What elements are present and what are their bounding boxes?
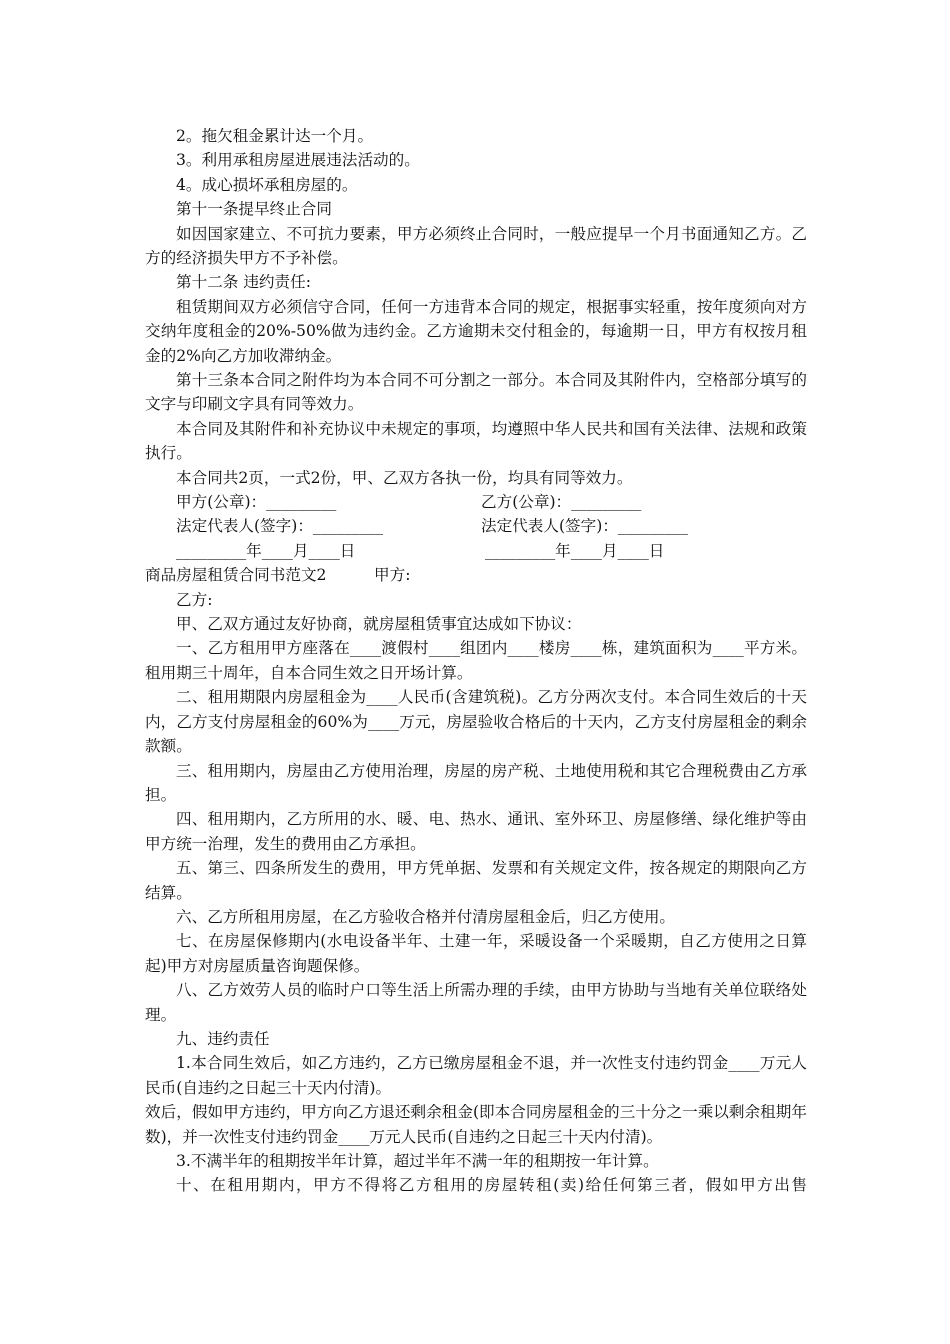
party-b-label: 乙方: xyxy=(176,590,213,609)
party-a-date-field: _________年____月____日 xyxy=(176,541,356,560)
agreement-intro: 甲、乙双方通过友好协商，就房屋租赁事宜达成如下协议： xyxy=(176,615,582,634)
clause: 效后，假如甲方违约，甲方向乙方退还剩余租金(即本合同房屋租金的三十分之一乘以剩余租期年数)，并一次性支付违约罚金____万元人民币(自违约之日起三十天内付清)。 xyxy=(145,1103,807,1146)
section-heading: 九、违约责任 xyxy=(176,1029,270,1048)
clause: 七、在房屋保修期内(水电设备半年、土建一年，采暖设备一个采暖期，自乙方使用之日算起)甲方对房屋质量咨询题保修。 xyxy=(145,932,807,975)
section-heading: 第十二条 违约责任: xyxy=(176,273,311,292)
clause: 六、乙方所租用房屋，在乙方验收合格并付清房屋租金后，归乙方使用。 xyxy=(176,907,676,926)
clause: 一、乙方租用甲方座落在____渡假村____组团内____楼房____栋，建筑面积为____平方米。租用期三十周年，自本合同生效之日开场计算。 xyxy=(145,639,807,682)
clause: 3.不满半年的租期按半年计算，超过半年不满一年的租期按一年计算。 xyxy=(176,1152,659,1170)
document-body xyxy=(145,124,807,1198)
paragraph: 本合同及其附件和补充协议中未规定的事项，均遵照中华人民共和国有关法律、法规和政策执行。 xyxy=(145,419,807,463)
paragraph: 4。成心损坏承租房屋的。 xyxy=(176,175,358,194)
paragraph: 3。利用承租房屋进展违法活动的。 xyxy=(176,151,420,170)
section-heading: 第十一条提早终止合同 xyxy=(176,200,332,219)
party-b-date-field: _________年____月____日 xyxy=(485,541,665,560)
signature-row-rep xyxy=(145,514,807,538)
party-a-seal-field: 甲方(公章)：_________ xyxy=(176,493,337,512)
paragraph: 本合同共2页，一式2份，甲、乙双方各执一份，均具有同等效力。 xyxy=(176,468,633,487)
signature-row-seal xyxy=(145,490,807,514)
party-b-seal-field: 乙方(公章)：_________ xyxy=(481,493,642,512)
party-a-rep-field: 法定代表人(签字)：_________ xyxy=(176,517,384,536)
paragraph: 第十三条本合同之附件均为本合同不可分割之一部分。本合同及其附件内，空格部分填写的文字与印刷文字具有同等效力。 xyxy=(145,371,807,414)
clause: 八、乙方效劳人员的临时户口等生活上所需办理的手续，由甲方协助与当地有关单位联络处理。 xyxy=(145,981,807,1024)
paragraph: 如因国家建立、不可抗力要素，甲方必须终止合同时，一般应提早一个月书面通知乙方。乙方的经济损失甲方不予补偿。 xyxy=(145,224,807,268)
second-contract-heading-row xyxy=(145,563,807,587)
party-a-label: 甲方: xyxy=(374,566,411,585)
clause: 四、租用期内，乙方所用的水、暖、电、热水、通讯、室外环卫、房屋修缮、绿化维护等由甲方统一治理，发生的费用由乙方承担。 xyxy=(145,810,807,853)
party-b-rep-field: 法定代表人(签字)：_________ xyxy=(481,517,689,536)
signature-row-date xyxy=(145,539,807,563)
clause: 五、第三、四条所发生的费用，甲方凭单据、发票和有关规定文件，按各规定的期限向乙方结算。 xyxy=(145,859,807,902)
clause: 1.本合同生效后，如乙方违约，乙方已缴房屋租金不退，并一次性支付违约罚金____万元人民币(自违约之日起三十天内付清)。 xyxy=(145,1054,807,1097)
second-contract-title: 商品房屋租赁合同书范文2 xyxy=(145,566,327,585)
clause: 二、租用期限内房屋租金为____人民币(含建筑税)。乙方分两次支付。本合同生效后的十天内，乙方支付房屋租金的60%为____万元，房屋验收合格后的十天内，乙方支付房屋租金的剩余款额。 xyxy=(145,688,807,756)
clause: 三、租用期内，房屋由乙方使用治理，房屋的房产税、土地使用税和其它合理税费由乙方承担。 xyxy=(145,761,807,804)
paragraph: 2。拖欠租金累计达一个月。 xyxy=(176,127,374,145)
clause: 十、在租用期内，甲方不得将乙方租用的房屋转租(卖)给任何第三者，假如甲方出售 xyxy=(176,1176,807,1195)
paragraph: 租赁期间双方必须信守合同，任何一方违背本合同的规定，根据事实轻重，按年度须向对方交纳年度租金的20%-50%做为违约金。乙方逾期未交付租金的，每逾期一日，甲方有权按月租金的2%向乙方加收滞纳金。 xyxy=(145,297,807,365)
